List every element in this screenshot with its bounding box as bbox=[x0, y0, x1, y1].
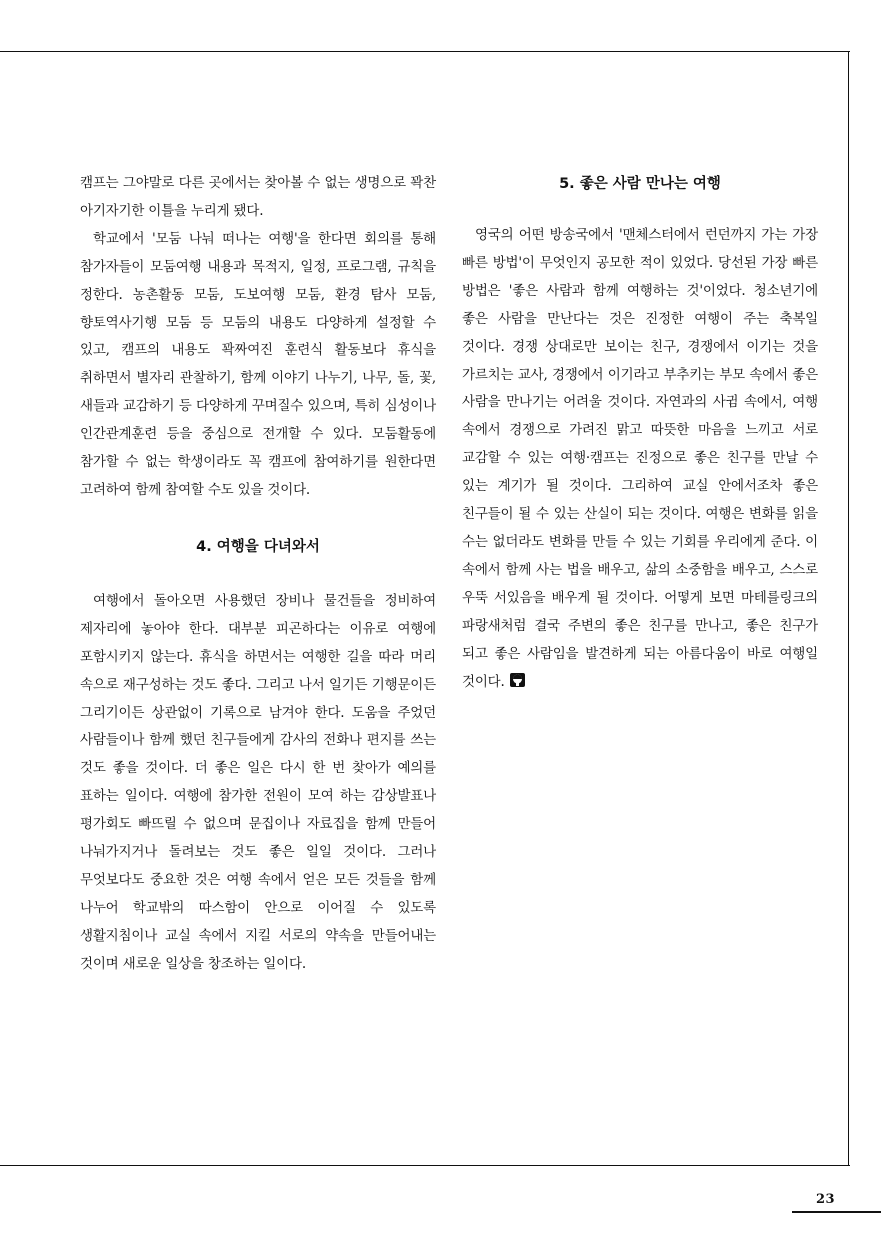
top-rule bbox=[0, 51, 850, 52]
page-number: 23 bbox=[816, 1192, 836, 1207]
left-paragraph-2: 학교에서 '모둠 나눠 떠나는 여행'을 한다면 회의를 통해 참가자들이 모둠여행 내용과 목적지, 일정, 프로그램, 규칙을 정한다. 농촌활동 모둠, 도보여행 모둠, 환경 탐사 모둠, 향토역사기행 모둠 등 모둠의 내용도 다양하게 설정할 수 있고, 캠프의 내용도 꽉짜여진 훈련식 활동보다 휴식을 취하면서 별자리 관찰하기, 함께 이야기 나누기, 나무, 돌, 꽃, 새들과 교감하기 등 다양하게 꾸며질수 있으며, 특히 심성이나 인간관계훈련 등을 중심으로 전개할 수 있다. 모둠활동에 참가할 수 없는 학생이라도 꼭 캠프에 참여하기를 원한다면 고려하여 함께 참여할 수도 있을 것이다. bbox=[80, 230, 436, 498]
right-paragraph-1-text: 영국의 어떤 방송국에서 '맨체스터에서 런던까지 가는 가장 빠른 방법'이 무엇인지 공모한 적이 있었다. 당선된 가장 빠른 방법은 '좋은 사람과 함께 여행하는 것'이었다. 청소년기에 좋은 사람을 만난다는 것은 진정한 여행이 주는 축복일 것이다. 경쟁 상대로만 보이는 친구, 경쟁에서 이기는 것을 가르치는 교사, 경쟁에서 이기라고 부추키는 부모 속에서 좋은 사람을 만나기는 어려울 것이다. 자연과의 사귐 속에서, 여행 속에서 경쟁으로 가려진 맑고 따뜻한 마음을 느끼고 서로 교감할 수 있는 여행·캠프는 진정으로 좋은 친구를 만날 수 있는 계기가 될 것이다. 그리하여 교실 안에서조차 좋은 친구들이 될 수 있는 산실이 되는 것이다. 여행은 변화를 읽을 수는 없더라도 변화를 만들 수 있는 기회를 우리에게 준다. 이 속에서 함께 사는 법을 배우고, 삶의 소중함을 배우고, 스스로 우뚝 서있음을 배우게 될 것이다. 어떻게 보면 마테를링크의 파랑새처럼 결국 주변의 좋은 친구를 만나고, 좋은 친구가 되고 좋은 사람임을 발견하게 되는 아름다움이 바로 여행일 것이다. bbox=[462, 227, 818, 690]
page-number-rule bbox=[792, 1211, 881, 1213]
right-column bbox=[462, 170, 818, 696]
right-rule bbox=[848, 51, 849, 1166]
section-4-heading: 4. 여행을 다녀와서 bbox=[196, 538, 320, 555]
section-5-heading: 5. 좋은 사람 만나는 여행 bbox=[559, 176, 721, 192]
left-column bbox=[80, 170, 436, 979]
end-of-article-icon bbox=[509, 672, 526, 688]
left-paragraph-3: 여행에서 돌아오면 사용했던 장비나 물건들을 정비하여 제자리에 놓아야 한다. 대부분 피곤하다는 이유로 여행에 포함시키지 않는다. 휴식을 하면서는 여행한 길을 따라 머리 속으로 재구성하는 것도 좋다. 그리고 나서 일기든 기행문이든 그리기이든 상관없이 기록으로 남겨야 한다. 도움을 주었던 사람들이나 함께 했던 친구들에게 감사의 전화나 편지를 쓰는 것도 좋을 것이다. 더 좋은 일은 다시 한 번 찾아가 예의를 표하는 일이다. 여행에 참가한 전원이 모여 하는 감상발표나 평가회도 빠뜨릴 수 없으며 문집이나 자료집을 함께 만들어 나눠가지거나 돌려보는 것도 좋은 일일 것이다. 그러나 무엇보다도 중요한 것은 여행 속에서 얻은 모든 것들을 함께 나누어 학교밖의 따스함이 안으로 이어질 수 있도록 생활지침이나 교실 속에서 지킬 서로의 약속을 만들어내는 것이며 새로운 일상을 창조하는 일이다. bbox=[80, 592, 436, 972]
bottom-rule bbox=[0, 1165, 850, 1166]
left-paragraph-1: 캠프는 그야말로 다른 곳에서는 찾아볼 수 없는 생명으로 꽉찬 아기자기한 이틀을 누리게 됐다. bbox=[80, 175, 436, 219]
right-paragraph-1 bbox=[462, 222, 818, 696]
